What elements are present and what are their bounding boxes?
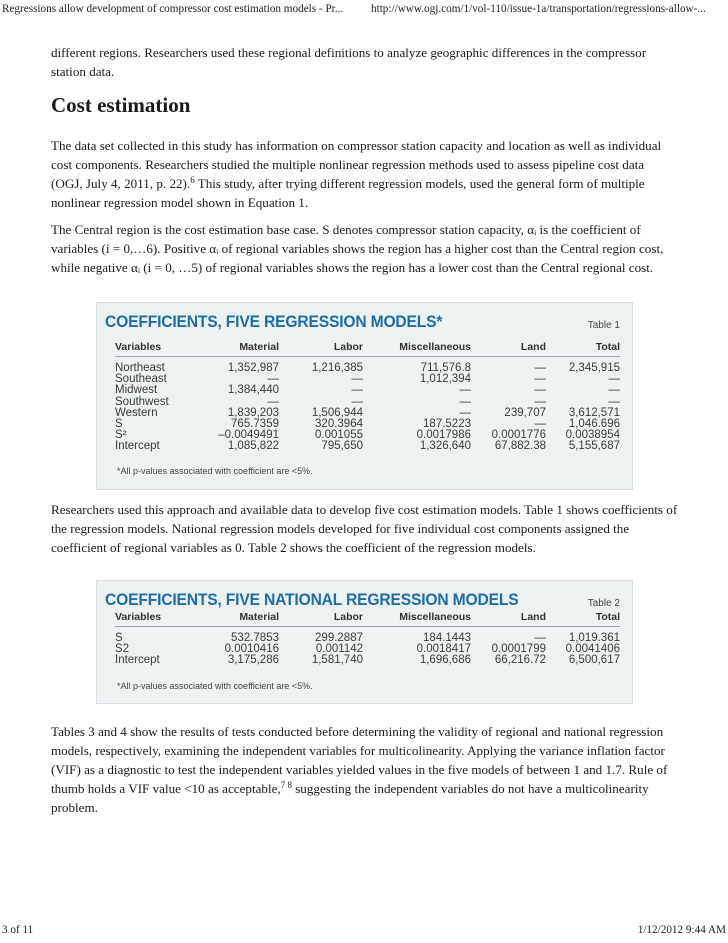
citation-7-8: 7 8	[280, 780, 292, 790]
column-header: Material	[195, 607, 279, 627]
table-cell: 1,696,686	[419, 654, 471, 667]
table-cell: 0.0038954	[565, 429, 620, 442]
row-label: Midwest	[115, 384, 158, 397]
intro-paragraph: different regions. Researchers used these regional definitions to analyze geographic differences in the compressor station data.	[51, 45, 647, 79]
table-cell: 1,384,440	[227, 384, 279, 397]
table-cell: 5,155,687	[568, 440, 620, 453]
paragraph-data-set	[51, 136, 671, 212]
citation-6: 6	[190, 175, 195, 185]
table-cell: —	[534, 418, 546, 431]
column-header: Miscellaneous	[363, 607, 471, 627]
table-cell: 1,352,987	[227, 362, 279, 374]
section-heading: Cost estimation	[51, 93, 191, 117]
table-cell: –0.0049491	[218, 429, 279, 442]
column-header: Miscellaneous	[363, 337, 471, 357]
table-2-footnote: *All p-values associated with coefficient are <5%.	[117, 681, 313, 691]
table-row	[115, 357, 620, 375]
table-cell: 0.001142	[315, 643, 363, 656]
table-row	[115, 627, 620, 645]
table-cell: 320.3964	[315, 418, 363, 431]
table-cell: 3,612,571	[568, 406, 620, 419]
table-cell: 0.0017986	[416, 429, 471, 442]
table-2-title: COEFFICIENTS, FIVE NATIONAL REGRESSION MODELS	[105, 590, 519, 609]
table-cell: —	[534, 395, 546, 408]
row-label: S²	[115, 429, 127, 442]
table-cell: 765.7359	[231, 418, 279, 431]
row-label: Western	[115, 406, 158, 419]
table-1-header-row	[115, 337, 620, 357]
table-row	[115, 385, 620, 396]
row-label: S	[115, 632, 123, 644]
table-cell: 1,839,203	[227, 406, 279, 419]
column-header: Variables	[115, 337, 195, 357]
table-2-header-row	[115, 607, 620, 627]
page-number: 3 of 11	[2, 924, 34, 936]
column-header: Land	[471, 337, 546, 357]
table-cell: 1,581,740	[311, 654, 363, 667]
table-cell: —	[459, 384, 471, 397]
table-cell: 184.1443	[423, 632, 471, 644]
table-cell: 1,326,640	[419, 440, 471, 453]
table-cell: —	[351, 395, 363, 408]
table-cell: —	[267, 395, 279, 408]
table-row	[115, 655, 620, 666]
column-header: Land	[471, 607, 546, 627]
table-1	[115, 337, 620, 453]
table-cell: 1,085,822	[227, 440, 279, 453]
paragraph-vif-part2: suggesting the independent variables do not have a multicolinearity problem.	[51, 781, 649, 815]
row-label: Southwest	[115, 395, 169, 408]
column-header: Total	[546, 607, 620, 627]
table-1-figure	[96, 302, 633, 490]
table-cell: 299.2887	[315, 632, 363, 644]
table-cell: 3,175,286	[227, 654, 279, 667]
paragraph-data-set-part1: The data set collected in this study has information on compressor station capacity and location as well as individual cost components. Researchers studied the multiple nonlinear regression methods used to assess pipeline cost data (OGJ, July 4, 2011, p. 22).	[51, 138, 662, 191]
table-cell: —	[534, 373, 546, 386]
table-2	[115, 607, 620, 667]
table-cell: 1,046.696	[568, 418, 620, 431]
table-cell: —	[534, 384, 546, 397]
table-1-label: Table 1	[587, 320, 620, 331]
paragraph-data-set-part2: This study, after trying different regression models, used the general form of multiple nonlinear regression model shown in Equation 1.	[51, 176, 645, 210]
table-cell: 1,012,394	[419, 373, 471, 386]
paragraph-central-region: The Central region is the cost estimation base case. S denotes compressor station capacity, αᵢ is the coefficient of variables (i = 0,…6). Positive αᵢ of regional variables shows the region has a higher cost than the Central region cost, while negative αᵢ (i = 0, …5) of regional variables shows the region has a lower cost than the Central regional cost.	[51, 222, 664, 275]
table-cell: —	[534, 362, 546, 374]
table-cell: 0.0001776	[491, 429, 546, 442]
column-header: Labor	[279, 337, 363, 357]
table-cell: 2,345,915	[568, 362, 620, 374]
table-cell: —	[351, 373, 363, 386]
column-header: Variables	[115, 607, 195, 627]
table-cell: 66,216.72	[494, 654, 546, 667]
table-cell: —	[534, 632, 546, 644]
table-cell: 711,576.8	[420, 362, 471, 374]
table-cell: 0.0010416	[224, 643, 279, 656]
row-label: Southeast	[115, 373, 167, 386]
table-2-figure	[96, 580, 633, 704]
column-header: Material	[195, 337, 279, 357]
table-cell: —	[351, 384, 363, 397]
table-cell: 6,500,617	[568, 654, 620, 667]
table-cell: —	[459, 406, 471, 419]
table-cell: 1,019.361	[568, 632, 620, 644]
table-cell: —	[267, 373, 279, 386]
row-label: S	[115, 418, 123, 431]
table-cell: —	[608, 373, 620, 386]
table-cell: 0.0041406	[565, 643, 620, 656]
row-label: Northeast	[115, 362, 165, 374]
row-label: Intercept	[115, 654, 160, 667]
column-header: Total	[546, 337, 620, 357]
table-cell: 187.5223	[423, 418, 471, 431]
table-cell: 0.0018417	[416, 643, 471, 656]
table-2-label: Table 2	[587, 598, 620, 609]
table-cell: 0.001055	[315, 429, 363, 442]
paragraph-vif-part1: Tables 3 and 4 show the results of tests conducted before determining the validity of regional and national regression models, respectively, examining the independent variables for multicolinearity. Applying the variance inflation factor (VIF) as a diagnostic to test the independent variables yielded values in the five models of between 1 and 1.7. Rule of thumb holds a VIF value <10 as acceptable,	[51, 724, 668, 796]
paragraph-five-models: Researchers used this approach and available data to develop five cost estimation models. Table 1 shows coefficients of the regression models. National regression models developed for five individual cost components assigned the coefficient of regional variables as 0. Table 2 shows the coefficient of the regression models.	[51, 502, 678, 555]
table-1-title: COEFFICIENTS, FIVE REGRESSION MODELS*	[105, 312, 443, 331]
row-label: S2	[115, 643, 130, 656]
document-title: Regressions allow development of compressor cost estimation models - Pr...	[2, 3, 344, 15]
row-label: Intercept	[115, 440, 160, 453]
table-cell: —	[608, 384, 620, 397]
table-cell: 0.0001799	[491, 643, 546, 656]
table-row	[115, 441, 620, 452]
table-cell: 239,707	[504, 406, 546, 419]
column-header: Labor	[279, 607, 363, 627]
table-cell: 532.7853	[231, 632, 279, 644]
table-1-footnote: *All p-values associated with coefficient are <5%.	[117, 466, 313, 476]
page-header	[0, 0, 728, 18]
table-2-body	[115, 627, 620, 667]
print-timestamp: 1/12/2012 9:44 AM	[637, 924, 726, 936]
table-cell: 67,882.38	[494, 440, 546, 453]
paragraph-vif	[51, 722, 681, 817]
table-cell: —	[459, 395, 471, 408]
table-1-body	[115, 357, 620, 453]
table-cell: 795,650	[321, 440, 363, 453]
document-url[interactable]: http://www.ogj.com/1/vol-110/issue-1a/transportation/regressions-allow-...	[371, 3, 706, 15]
table-cell: 1,216,385	[311, 362, 363, 374]
table-cell: 1,506,944	[311, 406, 363, 419]
table-cell: —	[608, 395, 620, 408]
